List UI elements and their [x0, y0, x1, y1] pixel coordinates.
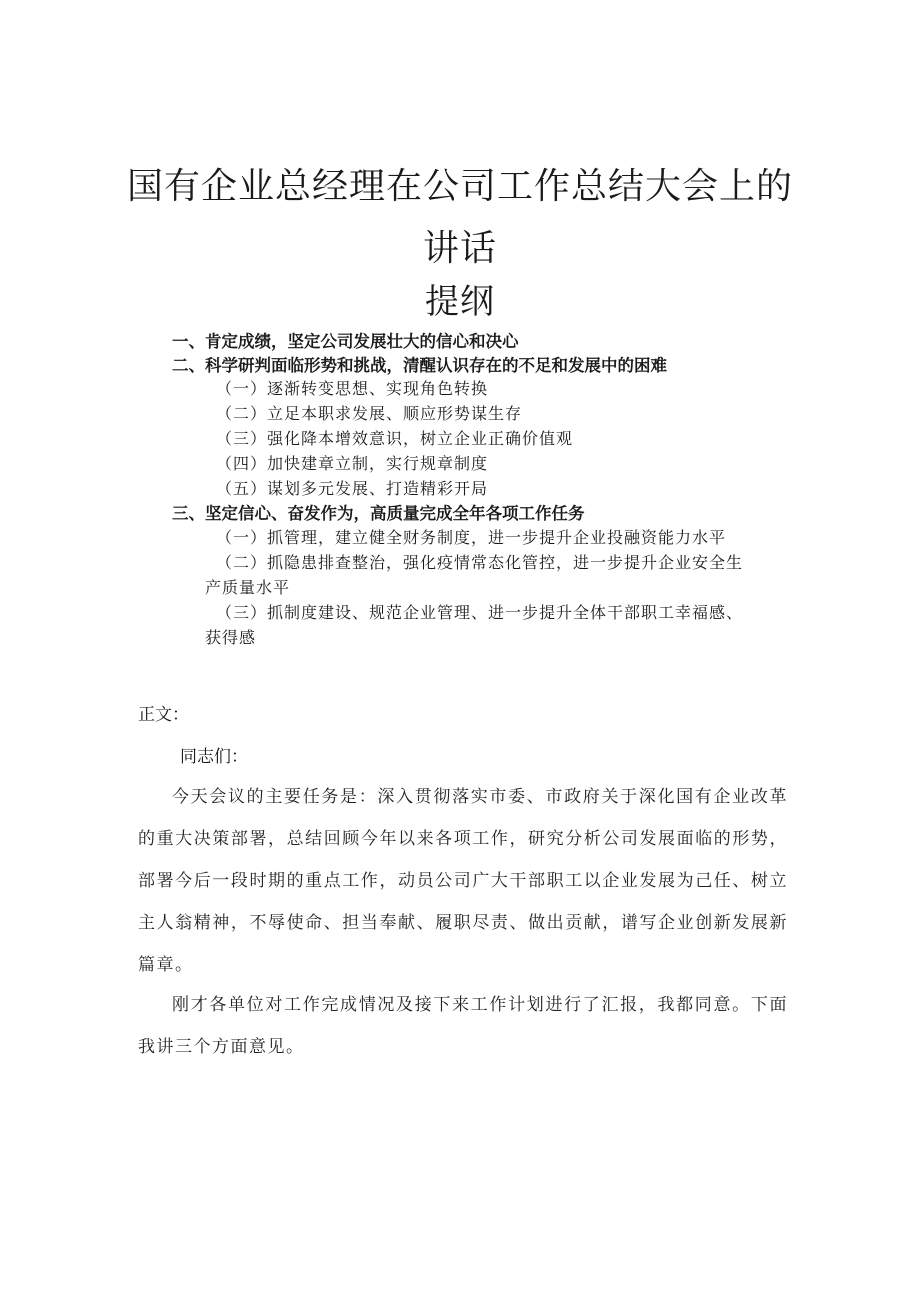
outline-item: （二）抓隐患排查整治，强化疫情常态化管控，进一步提升企业安全生	[216, 553, 744, 572]
outline-section-2: 二、科学研判面临形势和挑战，清醒认识存在的不足和发展中的困难	[172, 356, 667, 375]
outline-item: （三）抓制度建设、规范企业管理、进一步提升全体干部职工幸福感、	[216, 603, 744, 622]
outline-heading: 提纲	[425, 282, 495, 322]
outline-item: （一）抓管理，建立健全财务制度，进一步提升企业投融资能力水平	[216, 528, 727, 547]
outline-item-continuation: 获得感	[205, 628, 257, 647]
body-paragraph-2-block	[138, 984, 788, 1068]
outline-item: （一）逐渐转变思想、实现角色转换	[216, 379, 489, 398]
outline-item: （五）谋划多元发展、打造精彩开局	[216, 479, 489, 498]
body-label: 正文：	[138, 705, 189, 725]
outline-item: （四）加快建章立制，实行规章制度	[216, 454, 489, 473]
outline-section-3: 三、坚定信心、奋发作为，高质量完成全年各项工作任务	[172, 504, 585, 523]
body-paragraph: 今天会议的主要任务是：深入贯彻落实市委、市政府关于深化国有企业改革的重大决策部署，总结回顾今年以来各项工作，研究分析公司发展面临的形势，部署今后一段时期的重点工作，动员公司广大干部职工以企业发展为己任、树立主人翁精神，不辱使命、担当奉献、履职尽责、做出贡献，谱写企业创新发展新篇章。	[138, 787, 788, 975]
document-title-line2: 讲话	[422, 228, 497, 269]
outline-item: （二）立足本职求发展、顺应形势谋生存	[216, 404, 523, 423]
outline-item: （三）强化降本增效意识，树立企业正确价值观	[216, 429, 574, 448]
document-title-line1: 国有企业总经理在公司工作总结大会上的	[126, 166, 793, 207]
body-paragraph: 刚才各单位对工作完成情况及接下来工作计划进行了汇报，我都同意。下面我讲三个方面意见。	[138, 995, 788, 1057]
greeting: 同志们：	[180, 747, 248, 767]
body-paragraph-1-block	[138, 776, 788, 986]
outline-item-continuation: 产质量水平	[205, 578, 291, 597]
outline-section-1: 一、肯定成绩，坚定公司发展壮大的信心和决心	[172, 332, 519, 351]
